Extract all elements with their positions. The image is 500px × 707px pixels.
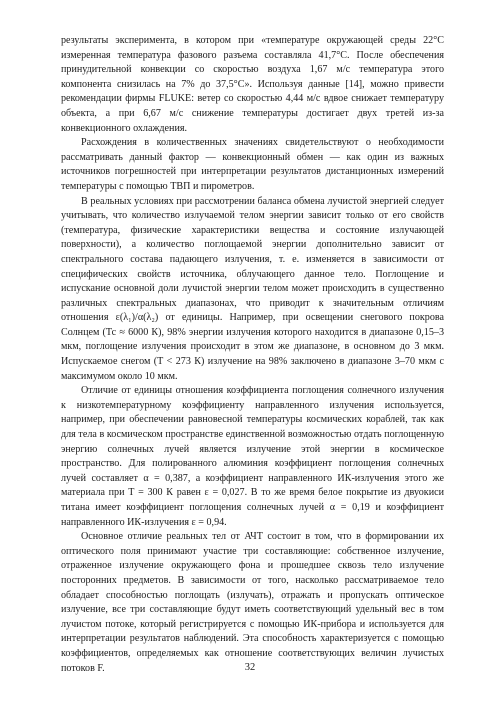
page-number: 32 xyxy=(244,662,256,673)
paragraph-1: результаты эксперимента, в котором при «температуре окружающей среды 22°С измеренная температура фазового разъема составляла 41,7°С. После обеспечения принудительной конвекции со скоростью воздуха 1,67 м/с температура этого компонента снизилась на 7% до 37,5°С». Используя данные [14], можно привести рекомендации фирмы FLUKE: ветер со скоростью 4,44 м/с вдвое снижает температуру объекта, а при 6,67 м/с снижение температуры достигает двух третей из-за конвекционного охлаждения. xyxy=(61,35,444,134)
paragraph-2: Расхождения в количественных значениях свидетельствуют о необходимости рассматривать данный фактор — конвекционный обмен — как один из важных источников погрешностей при интерпретации результатов дистанционных измерений температуры с помощью ТВП и пирометров. xyxy=(61,137,444,192)
paragraph-4: Отличие от единицы отношения коэффициента поглощения солнечного излучения к низкотемпературному коэффициенту направленного излучения используется, например, при обеспечении равновесной температуры космических кораблей, так как для тела в космическом пространстве единственной возможностью отдать поглощенную энергию солнечных лучей является излучение этой энергии в космическое пространство. Для полированного алюминия коэффициент поглощения солнечных лучей составляет α = 0,387, а коэффициент направленного ИК-излучения этого же материала при Т = 300 К равен ε = 0,027. В то же время белое покрытие из двуокиси титана имеет коэффициент поглощения солнечных лучей α = 0,19 и коэффициент направленного ИК-излучения ε = 0,94. xyxy=(61,385,444,528)
body-text xyxy=(61,34,444,676)
paragraph-3: В реальных условиях при рассмотрении баланса обмена лучистой энергией следует учитывать, что количество излучаемой телом энергии зависит только от его свойств (температура, физические характеристики вещества и состояние излучающей поверхности), а количество поглощаемой энергии дополнительно зависит от спектрального состава падающего излучения, т. е. изменяется в зависимости от специфических свойств источника, облучающего данное тело. Поглощение и испускание основной доли лучистой энергии телом может происходить в существенно различных спектральных диапазонах, что приводит к значительным отличиям отношения ε(λ₁)/α(λ₂) от единицы. Например, при освещении снегового покрова Солнцем (Тс ≈ 6000 К), 98% энергии излучения которого находится в диапазоне 0,15–3 мкм, поглощение излучения происходит в этом же диапазоне, в основном до 3 мкм. Испускаемое снегом (Т < 273 К) излучение на 98% заключено в диапазоне 3–70 мкм с максимумом около 10 мкм. xyxy=(61,195,444,382)
paragraph-5: Основное отличие реальных тел от АЧТ состоит в том, что в формировании их оптического поля принимают участие три составляющие: собственное излучение, отраженное излучение окружающего фона и прошедшее сквозь тело излучение посторонних предметов. В зависимости от того, насколько рассматриваемое тело обладает способностью поглощать (излучать), отражать и пропускать оптическое излучение, все три составляющие будут иметь соответствующий удельный вес в том лучистом потоке, который регистрируется с помощью ИК-прибора и используется для интерпретации результатов наблюдений. Эта способность характеризуется с помощью коэффициентов, определяемых как отношение соответствующих величин лучистых потоков F. xyxy=(61,531,444,674)
